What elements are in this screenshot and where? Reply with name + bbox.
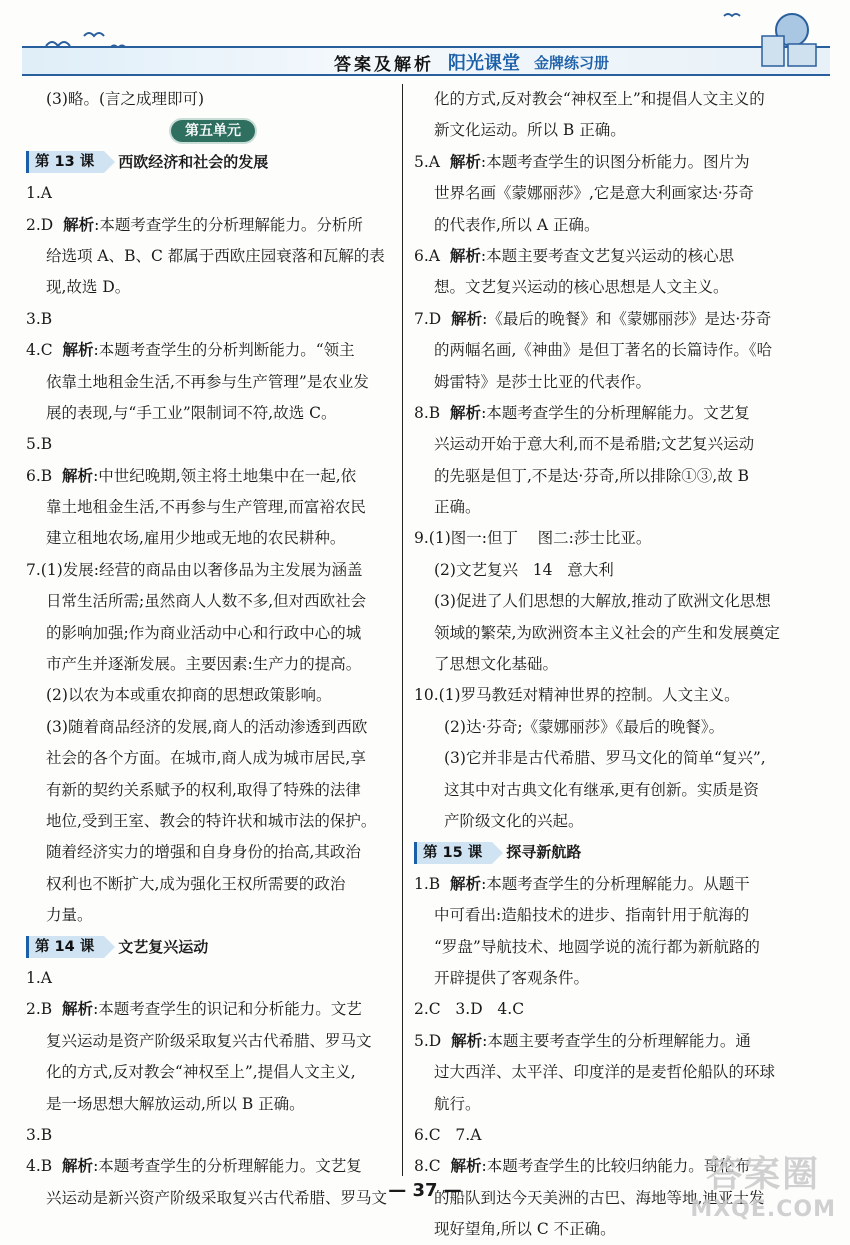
answer-text: 10.(1)罗马教廷对精神世界的控制。人文主义。 bbox=[414, 686, 740, 705]
answer-line bbox=[414, 618, 792, 649]
answer-text: 社会的各个方面。在城市,商人成为城市居民,享 bbox=[46, 749, 366, 768]
answer-text: 3.B bbox=[26, 309, 53, 328]
answer-text: 有新的契约关系赋予的权利,取得了特殊的法律 bbox=[46, 780, 361, 799]
answer-line bbox=[26, 680, 400, 711]
answer-text: (2)文艺复兴 14 意大利 bbox=[434, 560, 614, 579]
answer-line bbox=[414, 523, 792, 554]
answer-label: 2.D bbox=[26, 215, 64, 234]
answer-line bbox=[26, 398, 400, 429]
answer-line bbox=[26, 837, 400, 868]
answer-text: 化的方式,反对教会“神权至上”和提倡人文主义的 bbox=[434, 90, 765, 108]
answer-text: :本题主要考查文艺复兴运动的核心思 bbox=[480, 246, 735, 265]
answer-label: 2.B bbox=[26, 1000, 63, 1019]
analysis-keyword: 解析 bbox=[449, 246, 481, 265]
answer-text: 依靠土地租金生活,不再参与生产管理”是农业发 bbox=[46, 372, 369, 391]
answer-line bbox=[26, 210, 400, 241]
answer-line bbox=[26, 178, 400, 209]
answer-line bbox=[26, 1089, 400, 1120]
answer-line bbox=[414, 963, 792, 994]
brand-title: 阳光课堂 bbox=[448, 53, 520, 74]
answer-text: 地位,受到王室、教会的特许状和城市法的保护。 bbox=[46, 811, 377, 830]
answer-text: 给选项 A、B、C 都属于西欧庄园衰落和瓦解的表 bbox=[46, 246, 385, 265]
answer-line bbox=[26, 900, 400, 931]
answer-line bbox=[26, 367, 400, 398]
answer-text: :中世纪晚期,领主将土地集中在一起,依 bbox=[93, 466, 357, 485]
lesson-tag: 第 15 课 bbox=[414, 842, 492, 864]
answer-text: 靠土地租金生活,不再参与生产管理,而富裕农民 bbox=[46, 498, 366, 517]
answer-label: 8.B bbox=[414, 403, 451, 422]
answer-label: 4.B bbox=[26, 1157, 63, 1176]
answer-line bbox=[26, 272, 400, 303]
answer-line bbox=[414, 429, 792, 460]
answer-line bbox=[26, 461, 400, 492]
answer-line bbox=[414, 649, 792, 680]
page-number: — 37 — bbox=[388, 1180, 462, 1201]
lesson-title: 西欧经济和社会的发展 bbox=[118, 152, 269, 171]
answer-line bbox=[414, 743, 792, 774]
brand-subtitle: 金牌练习册 bbox=[534, 53, 610, 72]
answer-line bbox=[414, 555, 792, 586]
answer-line bbox=[414, 492, 792, 523]
answer-text: 领域的繁荣,为欧洲资本主义社会的产生和发展奠定 bbox=[434, 623, 780, 642]
answer-text: 这其中对古典文化有继承,更有创新。实质是资 bbox=[444, 780, 759, 799]
answer-line bbox=[414, 84, 792, 115]
answer-label: 4.C bbox=[26, 341, 63, 360]
unit-heading bbox=[26, 115, 400, 146]
answer-text: 现,故选 D。 bbox=[46, 278, 131, 297]
answer-text: 力量。 bbox=[46, 906, 93, 925]
answer-text: 兴运动是新兴资产阶级采取复兴古代希腊、罗马文 bbox=[46, 1188, 388, 1207]
analysis-keyword: 解析 bbox=[450, 874, 482, 893]
answer-line bbox=[414, 241, 792, 272]
answer-text: 权利也不断扩大,成为强化王权所需要的政治 bbox=[46, 874, 346, 893]
analysis-keyword: 解析 bbox=[450, 403, 482, 422]
lesson-tag: 第 14 课 bbox=[26, 936, 104, 958]
lesson-heading bbox=[414, 837, 792, 868]
answer-line bbox=[26, 869, 400, 900]
lesson-title: 文艺复兴运动 bbox=[118, 937, 209, 956]
answer-line bbox=[26, 555, 400, 586]
analysis-keyword: 解析 bbox=[62, 1157, 94, 1176]
answer-label: 8.C bbox=[414, 1157, 451, 1176]
watermark-logo: 答案圈 MXQE.COM bbox=[690, 1154, 836, 1222]
answer-text: 建立租地农场,雇用少地或无地的农民耕种。 bbox=[46, 529, 346, 548]
answer-line bbox=[414, 680, 792, 711]
answer-text: 的船队到达今天美洲的古巴、海地等地,迪亚士发 bbox=[434, 1188, 765, 1207]
column-divider bbox=[402, 84, 403, 1176]
answer-text: :本题考查学生的分析理解能力。分析所 bbox=[94, 215, 363, 234]
answer-line bbox=[414, 932, 792, 963]
answer-label: 6.A bbox=[414, 246, 450, 265]
answer-line bbox=[414, 335, 792, 366]
answer-text: 随着经济实力的增强和自身身份的抬高,其政治 bbox=[46, 843, 361, 862]
answer-line bbox=[26, 712, 400, 743]
answer-line bbox=[26, 429, 400, 460]
answer-text: 产阶级文化的兴起。 bbox=[444, 811, 584, 830]
page-header bbox=[22, 6, 830, 75]
answer-line bbox=[26, 586, 400, 617]
answer-line bbox=[414, 806, 792, 837]
answer-text: 新文化运动。所以 B 正确。 bbox=[434, 121, 626, 140]
answer-text: 现好望角,所以 C 不正确。 bbox=[434, 1220, 616, 1239]
answer-line bbox=[26, 492, 400, 523]
answer-line bbox=[414, 1089, 792, 1120]
answer-line bbox=[414, 178, 792, 209]
answer-text: 的代表作,所以 A 正确。 bbox=[434, 215, 600, 234]
answer-label: 5.A bbox=[414, 152, 450, 171]
answer-text: 正确。 bbox=[434, 498, 481, 517]
answer-text: 航行。 bbox=[434, 1094, 481, 1113]
answer-text: 2.C 3.D 4.C bbox=[414, 1000, 525, 1019]
analysis-keyword: 解析 bbox=[62, 341, 94, 360]
answer-line bbox=[414, 398, 792, 429]
answer-line bbox=[414, 775, 792, 806]
header-title bbox=[334, 50, 609, 74]
answer-text: 的影响加强;作为商业活动中心和行政中心的城 bbox=[46, 623, 362, 642]
right-column bbox=[414, 84, 792, 1245]
lesson-title: 探寻新航路 bbox=[506, 843, 582, 862]
answer-line bbox=[414, 367, 792, 398]
analysis-keyword: 解析 bbox=[63, 215, 95, 234]
analysis-keyword: 解析 bbox=[451, 1031, 483, 1050]
answer-text: (3)它并非是古代希腊、罗马文化的简单“复兴”, bbox=[444, 749, 766, 768]
answer-line bbox=[414, 272, 792, 303]
analysis-keyword: 解析 bbox=[62, 1000, 94, 1019]
answer-label: 1.B bbox=[414, 874, 451, 893]
answer-text: 1.A bbox=[26, 968, 52, 987]
answer-line bbox=[26, 1057, 400, 1088]
answer-line bbox=[26, 963, 400, 994]
answer-text: :《最后的晚餐》和《蒙娜丽莎》是达·芬奇 bbox=[482, 309, 772, 328]
answer-text: 5.B bbox=[26, 435, 53, 454]
left-column bbox=[26, 84, 400, 1214]
answer-line bbox=[414, 869, 792, 900]
answer-text: :本题考查学生的比较归纳能力。哥伦布 bbox=[481, 1157, 751, 1176]
answer-text: 1.A bbox=[26, 184, 52, 203]
answer-text: 的两幅名画,《神曲》是但丁著名的长篇诗作。《哈 bbox=[434, 341, 773, 360]
answer-line bbox=[26, 84, 400, 115]
answer-text: 市产生并逐渐发展。主要因素:生产力的提高。 bbox=[46, 655, 362, 674]
answer-text: “罗盘”导航技术、地圆学说的流行都为新航路的 bbox=[434, 937, 760, 956]
answer-text: (2)达·芬奇;《蒙娜丽莎》《最后的晚餐》。 bbox=[444, 717, 725, 736]
answer-text: :本题考查学生的分析理解能力。从题干 bbox=[481, 874, 750, 893]
answer-text: :本题考查学生的分析判断能力。“领主 bbox=[93, 341, 355, 360]
answer-line bbox=[26, 743, 400, 774]
answer-text: 世界名画《蒙娜丽莎》,它是意大利画家达·芬奇 bbox=[434, 184, 754, 203]
answer-text: :本题考查学生的分析理解能力。文艺复 bbox=[93, 1157, 362, 1176]
answer-line bbox=[414, 586, 792, 617]
answer-line bbox=[26, 994, 400, 1025]
unit-badge: 第五单元 bbox=[171, 120, 255, 142]
building-icon bbox=[704, 6, 824, 70]
answer-text: 过大西洋、太平洋、印度洋的是麦哲伦船队的环球 bbox=[434, 1063, 776, 1082]
answer-line bbox=[414, 147, 792, 178]
answer-line bbox=[414, 210, 792, 241]
lesson-heading bbox=[26, 932, 400, 963]
answer-line bbox=[26, 523, 400, 554]
answer-text: 想。文艺复兴运动的核心思想是人文主义。 bbox=[434, 278, 729, 297]
answer-label: 答案及解析 bbox=[334, 54, 434, 75]
answer-label: 5.D bbox=[414, 1031, 452, 1050]
answer-text: (3)促进了人们思想的大解放,推动了欧洲文化思想 bbox=[434, 592, 771, 611]
answer-line bbox=[26, 1026, 400, 1057]
answer-text: (2)以农为本或重农抑商的思想政策影响。 bbox=[46, 686, 332, 705]
answer-line bbox=[414, 304, 792, 335]
answer-line bbox=[26, 1120, 400, 1151]
answer-line bbox=[26, 618, 400, 649]
answer-label: 7.D bbox=[414, 309, 452, 328]
analysis-keyword: 解析 bbox=[451, 309, 483, 328]
answer-text: 3.B bbox=[26, 1125, 53, 1144]
answer-line bbox=[26, 335, 400, 366]
answer-line bbox=[414, 712, 792, 743]
answer-text: :本题考查学生的分析理解能力。文艺复 bbox=[481, 403, 750, 422]
answer-text: 开辟提供了客观条件。 bbox=[434, 968, 590, 987]
analysis-keyword: 解析 bbox=[449, 152, 481, 171]
answer-text: 日常生活所需;虽然商人人数不多,但对西欧社会 bbox=[46, 592, 367, 611]
analysis-keyword: 解析 bbox=[62, 466, 94, 485]
answer-text: 中可看出:造船技术的进步、指南针用于航海的 bbox=[434, 906, 750, 925]
answer-text: 7.(1)发展:经营的商品由以奢侈品为主发展为涵盖 bbox=[26, 560, 363, 579]
answer-line bbox=[26, 304, 400, 335]
answer-line bbox=[26, 649, 400, 680]
answer-text: 化的方式,反对教会“神权至上”,提倡人文主义, bbox=[46, 1063, 356, 1082]
answer-text: :本题主要考查学生的分析理解能力。通 bbox=[482, 1031, 751, 1050]
answer-line bbox=[26, 775, 400, 806]
answer-text: 姆雷特》是莎士比亚的代表作。 bbox=[434, 372, 652, 391]
answer-line bbox=[414, 115, 792, 146]
answer-line bbox=[26, 241, 400, 272]
answer-text: :本题考查学生的识记和分析能力。文艺 bbox=[93, 1000, 362, 1019]
answer-text: 兴运动开始于意大利,而不是希腊;文艺复兴运动 bbox=[434, 435, 755, 454]
answer-line bbox=[414, 1026, 792, 1057]
answer-text: (3)略。(言之成理即可) bbox=[46, 90, 205, 108]
answer-line bbox=[414, 461, 792, 492]
answer-line bbox=[414, 1057, 792, 1088]
answer-text: 6.C 7.A bbox=[414, 1125, 482, 1144]
answer-line bbox=[414, 900, 792, 931]
answer-line bbox=[26, 1151, 400, 1182]
answer-text: 复兴运动是资产阶级采取复兴古代希腊、罗马文 bbox=[46, 1031, 372, 1050]
analysis-keyword: 解析 bbox=[450, 1157, 482, 1176]
lesson-tag: 第 13 课 bbox=[26, 151, 104, 173]
answer-text: :本题考查学生的识图分析能力。图片为 bbox=[480, 152, 750, 171]
lesson-heading bbox=[26, 147, 400, 178]
answer-text: 了思想文化基础。 bbox=[434, 655, 559, 674]
answer-text: 展的表现,与“手工业”限制词不符,故选 C。 bbox=[46, 403, 337, 422]
answer-label: 6.B bbox=[26, 466, 63, 485]
answer-line bbox=[414, 994, 792, 1025]
answer-text: 9.(1)图一:但丁 图二:莎士比亚。 bbox=[414, 529, 652, 548]
answer-text: 的先驱是但丁,不是达·芬奇,所以排除①③,故 B bbox=[434, 466, 750, 485]
answer-text: (3)随着商品经济的发展,商人的活动渗透到西欧 bbox=[46, 717, 368, 736]
answer-text: 是一场思想大解放运动,所以 B 正确。 bbox=[46, 1094, 305, 1113]
answer-line bbox=[26, 806, 400, 837]
